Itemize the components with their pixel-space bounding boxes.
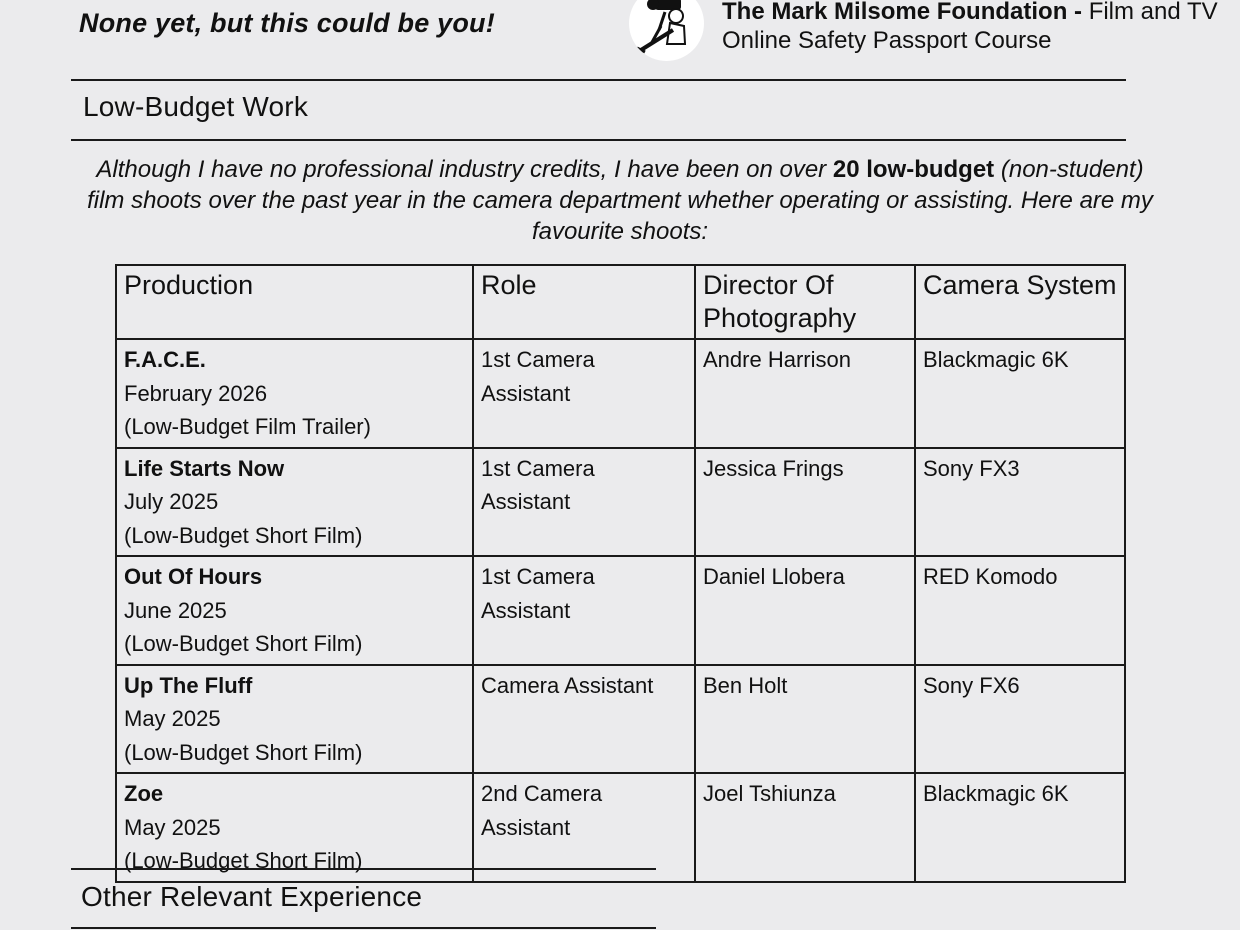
production-cell (116, 448, 473, 557)
dop-cell: Jessica Frings (695, 448, 915, 557)
production-title: Up The Fluff (124, 672, 253, 698)
dop-cell: Andre Harrison (695, 339, 915, 448)
table-row (116, 556, 1125, 665)
production-title: Zoe (124, 781, 164, 806)
intro-text-before: Although I have no professional industry credits, I have been on over (96, 156, 833, 183)
production-cell (116, 773, 473, 882)
camera-cell: Sony FX6 (915, 665, 1125, 774)
production-cell (116, 556, 473, 665)
foundation-credit (722, 0, 1222, 55)
table-row (116, 339, 1125, 448)
production-type: (Low-Budget Short Film) (124, 522, 363, 548)
foundation-separator: - (1067, 0, 1089, 25)
camera-cell: Blackmagic 6K (915, 773, 1125, 882)
credits-table (115, 264, 1126, 883)
role-cell: 2nd Camera Assistant (473, 773, 695, 882)
camera-cell: Sony FX3 (915, 448, 1125, 557)
production-cell (116, 665, 473, 774)
production-type: (Low-Budget Short Film) (124, 848, 363, 873)
role-cell: 1st Camera Assistant (473, 448, 695, 557)
section-rule-top (71, 79, 1126, 81)
production-title: Out Of Hours (124, 564, 263, 589)
production-title: Life Starts Now (124, 455, 285, 481)
production-type: (Low-Budget Film Trailer) (124, 414, 371, 439)
column-header-dop: Director Of Photography (695, 265, 915, 339)
production-cell (116, 339, 473, 448)
section-rule-bottom (71, 927, 656, 929)
table-row (116, 773, 1125, 882)
intro-text-bold: 20 low-budget (832, 156, 995, 183)
foundation-name: The Mark Milsome Foundation (722, 0, 1068, 25)
production-date: February 2026 (124, 380, 268, 406)
production-date: June 2025 (124, 597, 227, 623)
table-row (116, 665, 1125, 774)
column-header-role: Role (473, 265, 695, 339)
production-type: (Low-Budget Short Film) (124, 631, 363, 656)
section-rule-top (71, 868, 656, 870)
low-budget-intro (80, 154, 1160, 247)
camera-operator-icon (629, 0, 704, 61)
dop-cell: Ben Holt (695, 665, 915, 774)
foundation-course: Film and TV Online Safety Passport Course (722, 0, 1218, 54)
dop-cell: Joel Tshiunza (695, 773, 915, 882)
production-date: July 2025 (124, 489, 219, 514)
table-row (116, 448, 1125, 557)
production-date: May 2025 (124, 706, 221, 731)
role-cell: Camera Assistant (473, 665, 695, 774)
production-date: May 2025 (124, 814, 221, 840)
low-budget-heading: Low-Budget Work (83, 91, 309, 122)
production-title: F.A.C.E. (124, 347, 206, 372)
column-header-camera: Camera System (915, 265, 1125, 339)
role-cell: 1st Camera Assistant (473, 556, 695, 665)
role-cell: 1st Camera Assistant (473, 339, 695, 448)
column-header-production: Production (116, 265, 473, 339)
camera-cell: Blackmagic 6K (915, 339, 1125, 448)
camera-cell: RED Komodo (915, 556, 1125, 665)
section-rule-bottom (71, 139, 1126, 141)
table-header-row (116, 265, 1125, 339)
intro-text-after: (non-student) film shoots over the past year in the camera department whether operating or assisting. Here are my favourite shoots: (87, 156, 1153, 245)
credits-note: None yet, but this could be you! (79, 8, 495, 38)
other-experience-heading: Other Relevant Experience (81, 881, 423, 912)
dop-cell: Daniel Llobera (695, 556, 915, 665)
production-type: (Low-Budget Short Film) (124, 739, 363, 765)
